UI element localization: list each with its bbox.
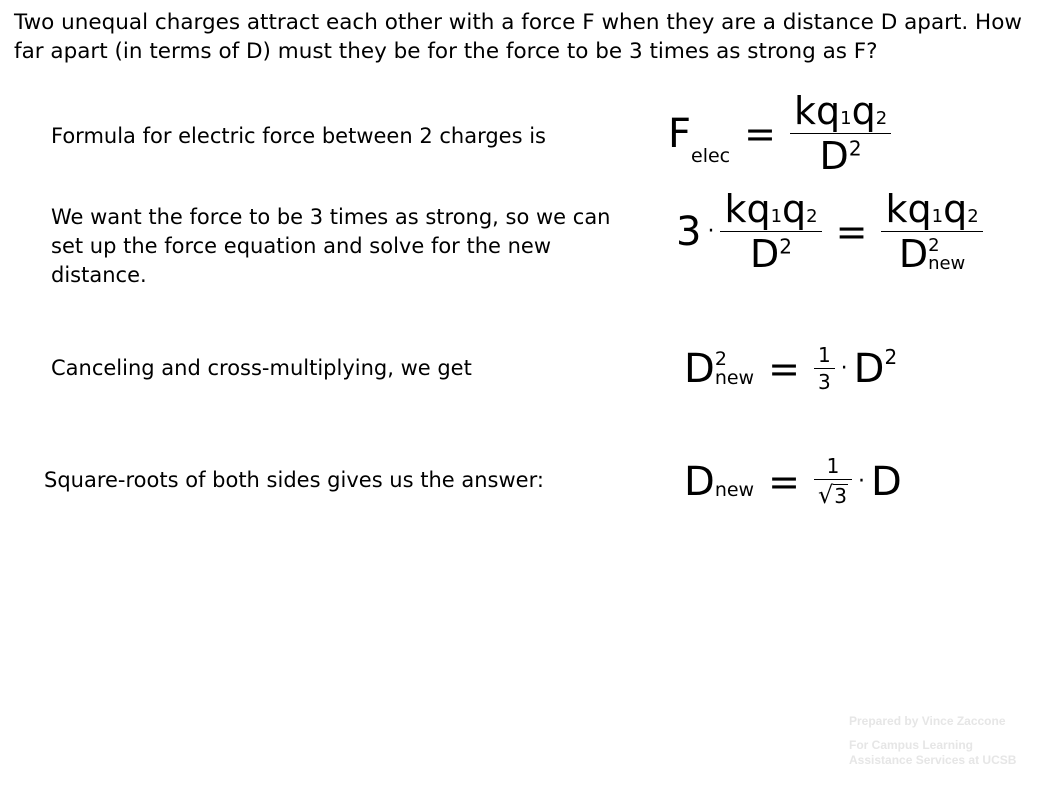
eq2-right-D: D <box>898 232 929 276</box>
eq1-sub-elec: elec <box>691 145 731 167</box>
eq3-den-3: 3 <box>817 370 831 394</box>
eq3-D: D <box>684 345 715 392</box>
eq4-D: D <box>684 458 715 505</box>
eq3-rhs-sup-2: 2 <box>884 345 898 369</box>
footer-campus-line1: For Campus Learning <box>849 738 974 752</box>
eq3-num-1: 1 <box>817 343 831 367</box>
equation-coulomb <box>668 89 891 178</box>
eq2-left-numerator <box>720 187 821 231</box>
eq3-cdot: · <box>840 356 848 381</box>
eq4-radical-icon: √ <box>817 481 834 509</box>
eq1-fraction <box>790 89 891 178</box>
step-formula-text: Formula for electric force between 2 charges is <box>51 124 546 148</box>
step-cancel-text: Canceling and cross-multiplying, we get <box>51 356 472 380</box>
eq3-sub-new: new <box>714 366 755 389</box>
eq2-right-sub-new: new <box>928 253 966 274</box>
eq3-rhs-D: D <box>853 345 885 392</box>
eq2-left-q: q <box>782 187 807 231</box>
eq4-bar <box>814 479 852 480</box>
eq2-left-sub-2: 2 <box>806 206 818 227</box>
eq1-D: D <box>819 134 849 178</box>
eq1-sub-1: 1 <box>840 108 852 129</box>
eq1-sub-2: 2 <box>875 108 888 129</box>
eq2-right-numerator <box>881 187 982 231</box>
problem-statement: Two unequal charges attract each other with a force F when they are a distance D apart. How far apart (in terms of D) must they be for the force to be 3 times as strong as F? <box>14 10 1022 64</box>
eq2-right-bar <box>881 231 982 232</box>
eq2-right-sub-1: 1 <box>931 206 944 227</box>
eq3-sup-2: 2 <box>714 347 727 370</box>
eq4-num-1: 1 <box>826 454 840 478</box>
eq1-denominator <box>816 134 866 178</box>
eq1-sup-2: 2 <box>848 136 862 161</box>
eq1-numerator <box>790 89 891 133</box>
eq2-right-kq: kq <box>885 187 932 231</box>
eq1-q: q <box>851 89 876 133</box>
eq4-cdot: · <box>857 469 865 494</box>
step-sqrt-text: Square-roots of both sides gives us the answer: <box>44 468 544 492</box>
eq2-right-q: q <box>943 187 968 231</box>
eq4-sqrt <box>814 483 852 507</box>
eq2-cdot: · <box>707 219 715 244</box>
eq2-right-sub-2: 2 <box>967 206 979 227</box>
eq2-right-sup-2: 2 <box>928 235 940 256</box>
eq2-left-denominator <box>746 232 796 276</box>
eq2-equals: = <box>835 209 868 254</box>
equation-setup <box>676 187 983 276</box>
eq4-fraction <box>814 456 852 507</box>
eq2-left-fraction <box>720 187 821 276</box>
eq4-sub-new: new <box>714 479 755 501</box>
eq3-equals: = <box>768 346 800 391</box>
eq4-rhs-D: D <box>870 458 902 505</box>
eq2-right-denominator <box>895 232 969 276</box>
eq3-lhs <box>684 346 754 392</box>
eq2-three: 3 <box>676 208 702 255</box>
footer-prepared-by: Prepared by Vince Zaccone <box>849 714 1006 728</box>
eq2-left-sub-1: 1 <box>770 206 783 227</box>
eq1-F: F <box>668 110 692 157</box>
eq2-left-kq: kq <box>724 187 771 231</box>
step-setup-text: We want the force to be 3 times as strong, so we can set up the force equation and solve for the new distance. <box>51 205 611 287</box>
equation-answer <box>684 456 902 507</box>
eq1-equals: = <box>744 111 776 156</box>
eq2-right-fraction <box>881 187 982 276</box>
eq3-bar <box>814 368 835 369</box>
eq3-fraction <box>814 345 835 392</box>
equation-cancel <box>684 345 897 392</box>
eq4-equals: = <box>768 459 800 504</box>
eq2-left-D: D <box>750 232 780 276</box>
eq4-radicand-3: 3 <box>834 484 847 508</box>
footer-campus-line2: Assistance Services at UCSB <box>849 753 1017 767</box>
eq1-kq: kq <box>793 89 841 133</box>
eq2-left-sup-2: 2 <box>779 234 793 259</box>
